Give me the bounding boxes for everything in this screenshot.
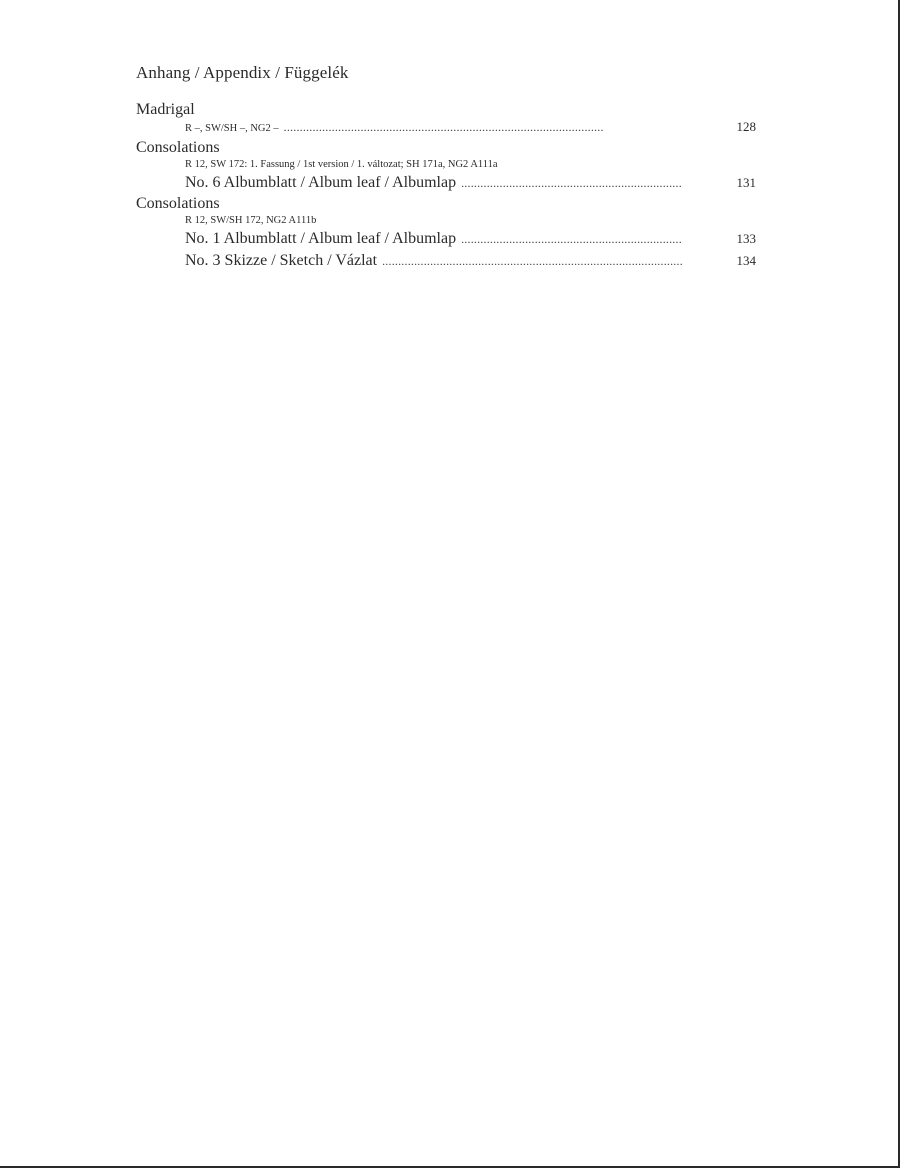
entry-label: No. 1 Albumblatt / Album leaf / Albumlap [185, 230, 457, 247]
entry-label: No. 3 Skizze / Sketch / Vázlat [185, 252, 378, 269]
dot-leader [461, 228, 682, 250]
toc-entry-no1-albumblatt[interactable] [185, 228, 756, 250]
page-number: 131 [736, 175, 756, 190]
work-title-consolations-second: Consolations [136, 195, 220, 212]
page-number: 133 [736, 231, 756, 246]
page-number: 134 [736, 253, 756, 268]
page-number: 128 [736, 119, 756, 134]
table-of-contents [136, 62, 756, 272]
catalog-numbers-first: R 12, SW 172: 1. Fassung / 1st version / 1. változat; SH 171a, NG2 A111a [185, 159, 498, 170]
toc-entry-no6-albumblatt[interactable] [185, 172, 756, 194]
entry-label: R –, SW/SH –, NG2 – [185, 123, 279, 134]
catalog-numbers-second: R 12, SW/SH 172, NG2 A111b [185, 215, 317, 226]
entry-label: No. 6 Albumblatt / Album leaf / Albumlap [185, 174, 457, 191]
work-title-consolations-first: Consolations [136, 139, 220, 156]
toc-entry-no3-skizze[interactable] [185, 250, 756, 272]
appendix-heading: Anhang / Appendix / Függelék [136, 63, 349, 82]
dot-leader [461, 172, 682, 194]
dot-leader [382, 250, 682, 272]
work-title-madrigal: Madrigal [136, 101, 195, 118]
toc-entry-madrigal[interactable] [185, 120, 756, 138]
dot-leader [284, 120, 682, 134]
